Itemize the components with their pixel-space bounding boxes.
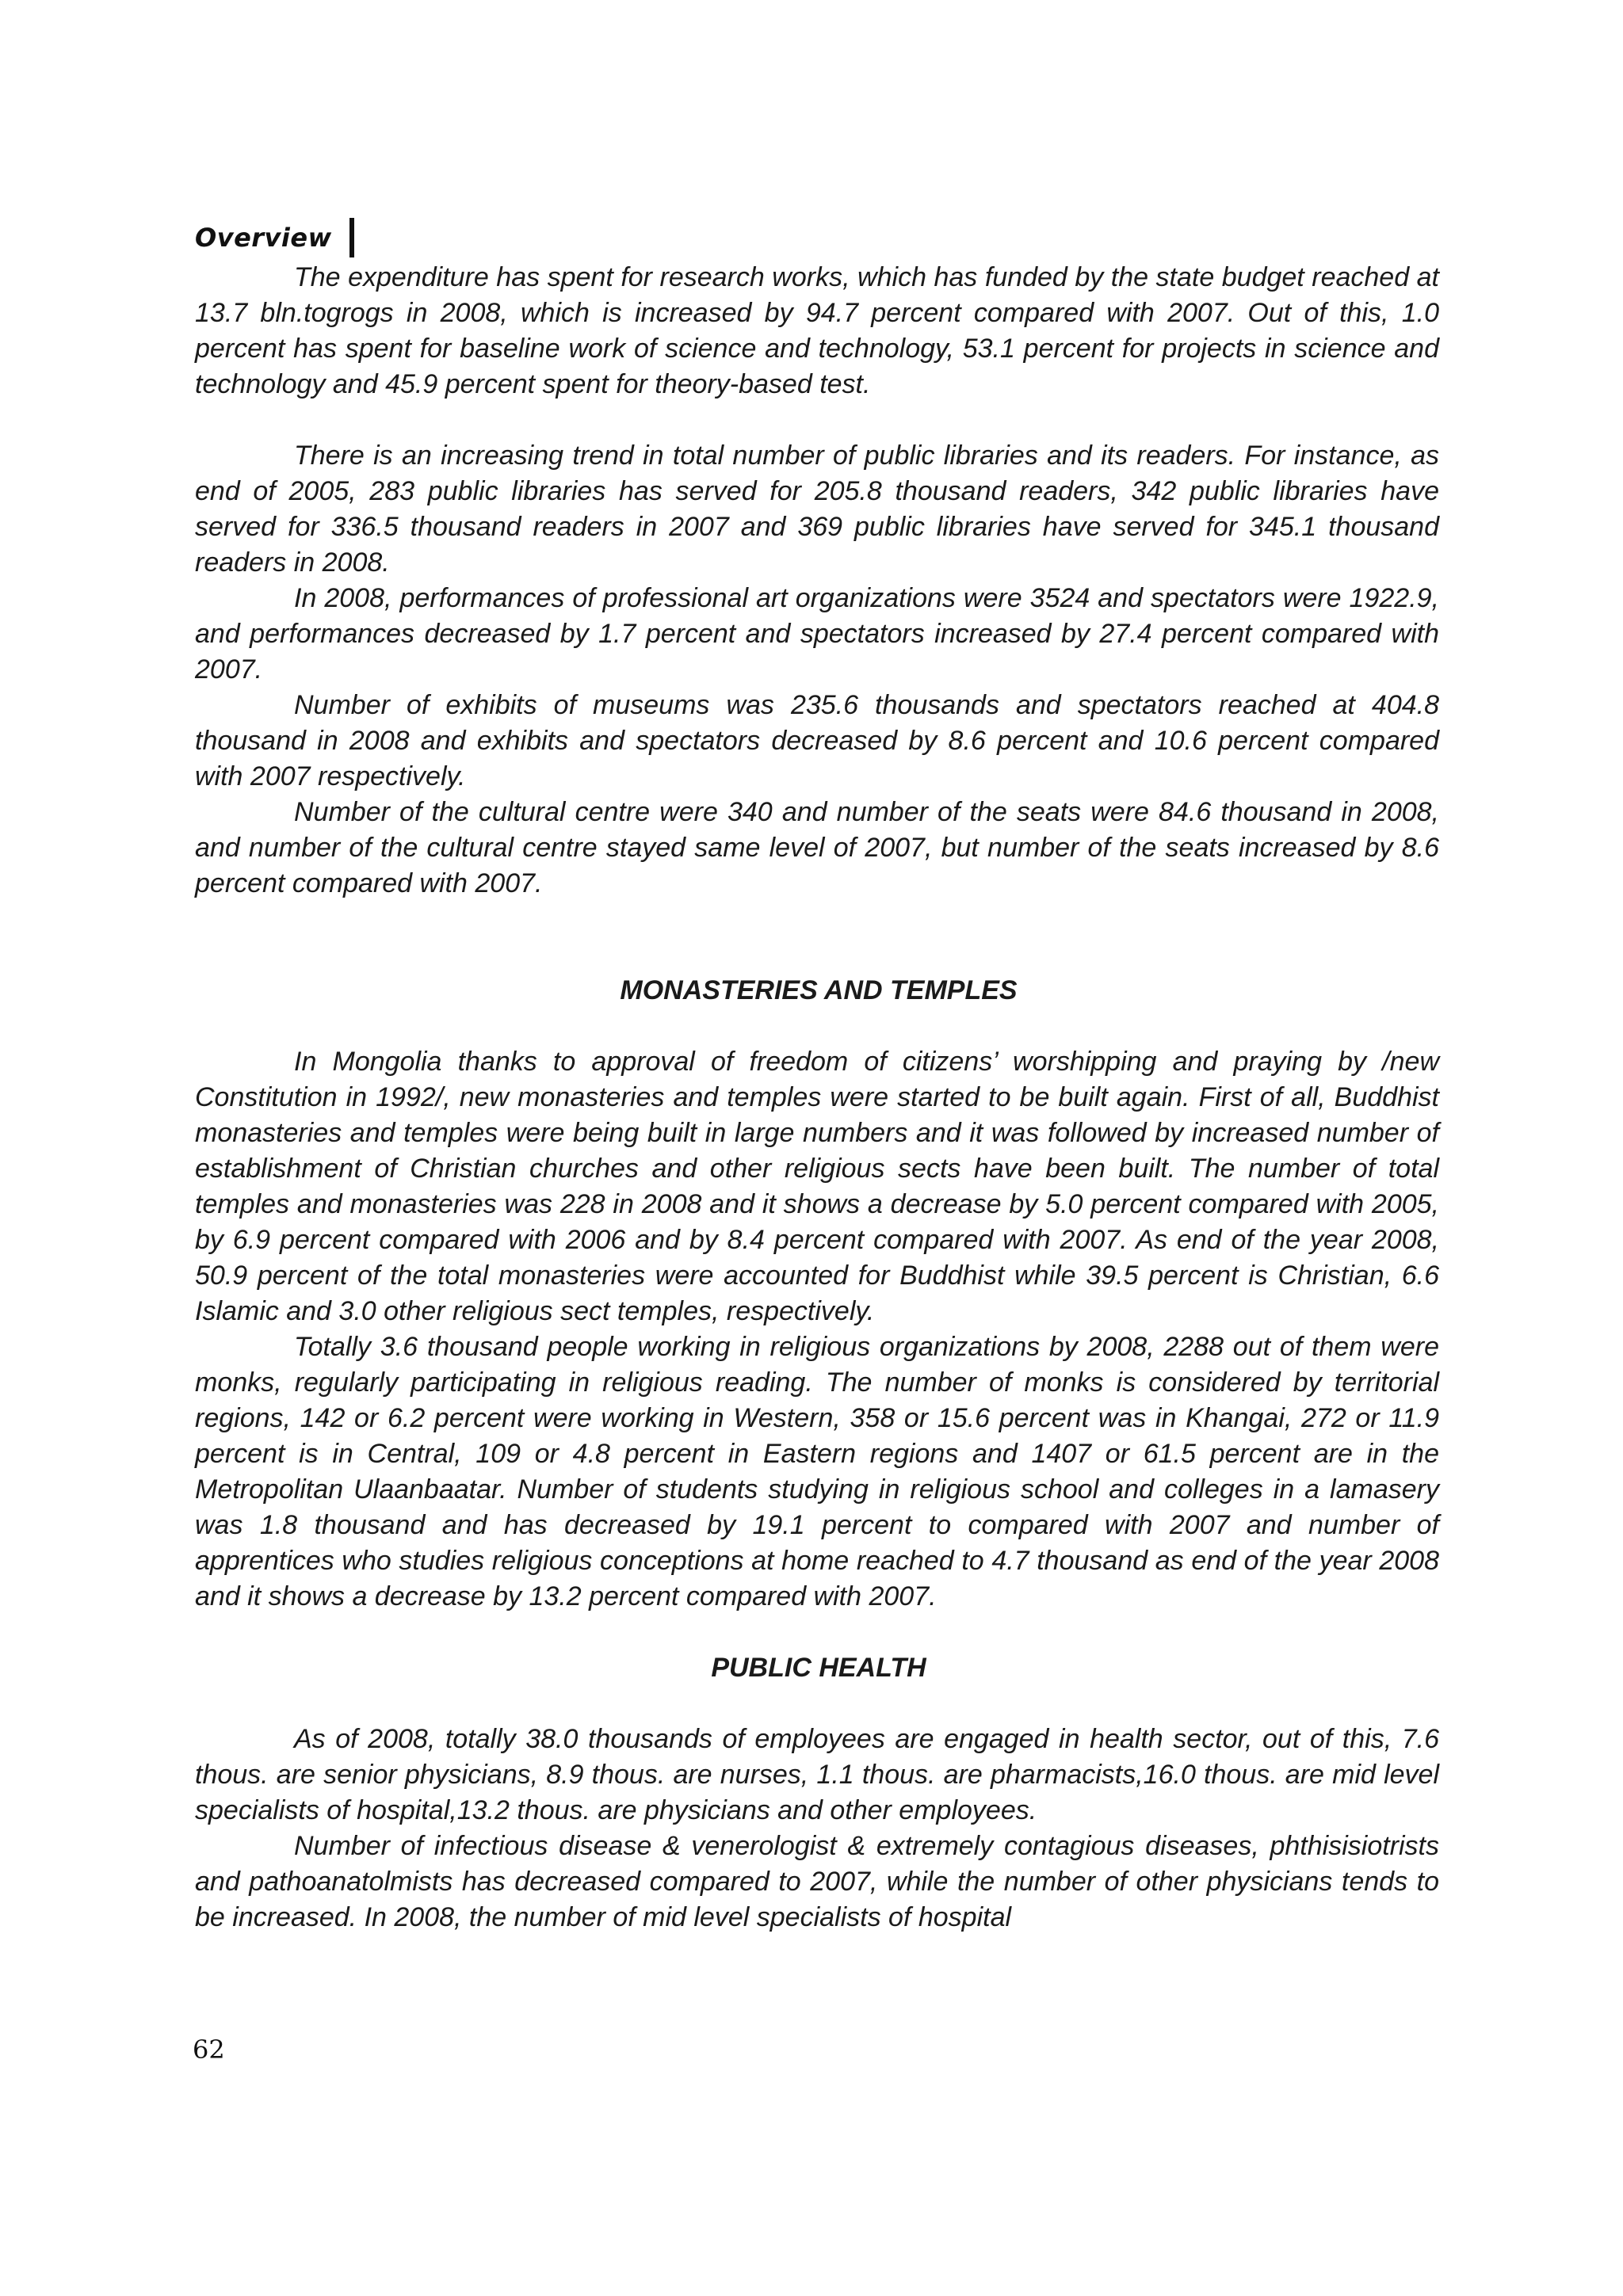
spacer bbox=[195, 1686, 1439, 1722]
paragraph-health-specialists: Number of infectious disease & venerologist & extremely contagious diseases, phthisisiotrists and pathoanatolmists has decreased compared to 2007, while the number of other physicians tends to be increased. In 2008, the number of mid level specialists of hospital bbox=[195, 1831, 1439, 1932]
paragraph-monasteries-overview: In Mongolia thanks to approval of freedom of citizens’ worshipping and praying by /new Constitution in 1992/, new monasteries and temples were started to be built again. First of all, Buddhist monasteries and temples were being built in large numbers and it was followed by increased number of establishment of Christian churches and other religious sects have been built. The number of total temples and monasteries was 228 in 2008 and it shows a decrease by 5.0 percent compared with 2005, by 6.9 percent compared with 2006 and by 8.4 percent compared with 2007. As end of the year 2008, 50.9 percent of the total monasteries were accounted for Buddhist while 39.5 percent is Christian, 6.6 Islamic and 3.0 other religious sect temples, respectively. bbox=[195, 1047, 1439, 1326]
paragraph-museums: Number of exhibits of museums was 235.6 thousands and spectators reached at 404.8 thousand in 2008 and exhibits and spectators decreased by 8.6 percent and 10.6 percent compared with 2007 respectively. bbox=[195, 690, 1439, 791]
header-divider-bar bbox=[349, 218, 354, 257]
page-content bbox=[195, 215, 1439, 1936]
paragraph-research-expenditure: The expenditure has spent for research works, which has funded by the state budget reached at 13.7 bln.togrogs in 2008, which is increased by 94.7 percent compared with 2007. Out of this, 1.0 percent has spent for baseline work of science and technology, 53.1 percent for projects in science and technology and 45.9 percent spent for theory-based test. bbox=[195, 262, 1439, 399]
paragraph-health-employees: As of 2008, totally 38.0 thousands of employees are engaged in health sector, out of this, 7.6 thous. are senior physicians, 8.9 thous. are nurses, 1.1 thous. are pharmacists,16.0 thous. are mid level specialists of hospital,13.2 thous. are physicians and other employees. bbox=[195, 1724, 1439, 1825]
page-number: 62 bbox=[193, 2035, 225, 2065]
spacer bbox=[195, 402, 1439, 438]
paragraph-cultural-centres: Number of the cultural centre were 340 and number of the seats were 84.6 thousand in 2008, and number of the cultural centre stayed same level of 2007, but number of the seats increased by 8.6 percent compared with 2007. bbox=[195, 797, 1439, 898]
paragraph-public-libraries: There is an increasing trend in total number of public libraries and its readers. For instance, as end of 2005, 283 public libraries has served for 205.8 thousand readers, 342 public libraries have served for 336.5 thousand readers in 2007 and 369 public libraries have served for 345.1 thousand readers in 2008. bbox=[195, 441, 1439, 578]
spacer bbox=[195, 1615, 1439, 1650]
paragraph-religious-workers: Totally 3.6 thousand people working in religious organizations by 2008, 2288 out of them were monks, regularly participating in religious reading. The number of monks is considered by territorial regions, 142 or 6.2 percent were working in Western, 358 or 15.6 percent was in Khangai, 272 or 11.9 percent is in Central, 109 or 4.8 percent in Eastern regions and 1407 or 61.5 percent are in the Metropolitan Ulaanbaatar. Number of students studying in religious school and colleges in a lamasery was 1.8 thousand and has decreased by 19.1 percent to compared with 2007 and number of apprentices who studies religious conceptions at home reached to 4.7 thousand as end of the year 2008 and it shows a decrease by 13.2 percent compared with 2007. bbox=[195, 1332, 1439, 1611]
section-title-public-health: PUBLIC HEALTH bbox=[711, 1653, 926, 1683]
running-header bbox=[195, 215, 1439, 260]
spacer bbox=[195, 1009, 1439, 1044]
spacer bbox=[195, 902, 1439, 973]
header-label: Overview bbox=[195, 222, 332, 253]
paragraph-art-performances: In 2008, performances of professional art organizations were 3524 and spectators were 1922.9, and performances decreased by 1.7 percent and spectators increased by 27.4 percent compared with 2007. bbox=[195, 583, 1439, 685]
section-title-monasteries: MONASTERIES AND TEMPLES bbox=[620, 975, 1018, 1005]
